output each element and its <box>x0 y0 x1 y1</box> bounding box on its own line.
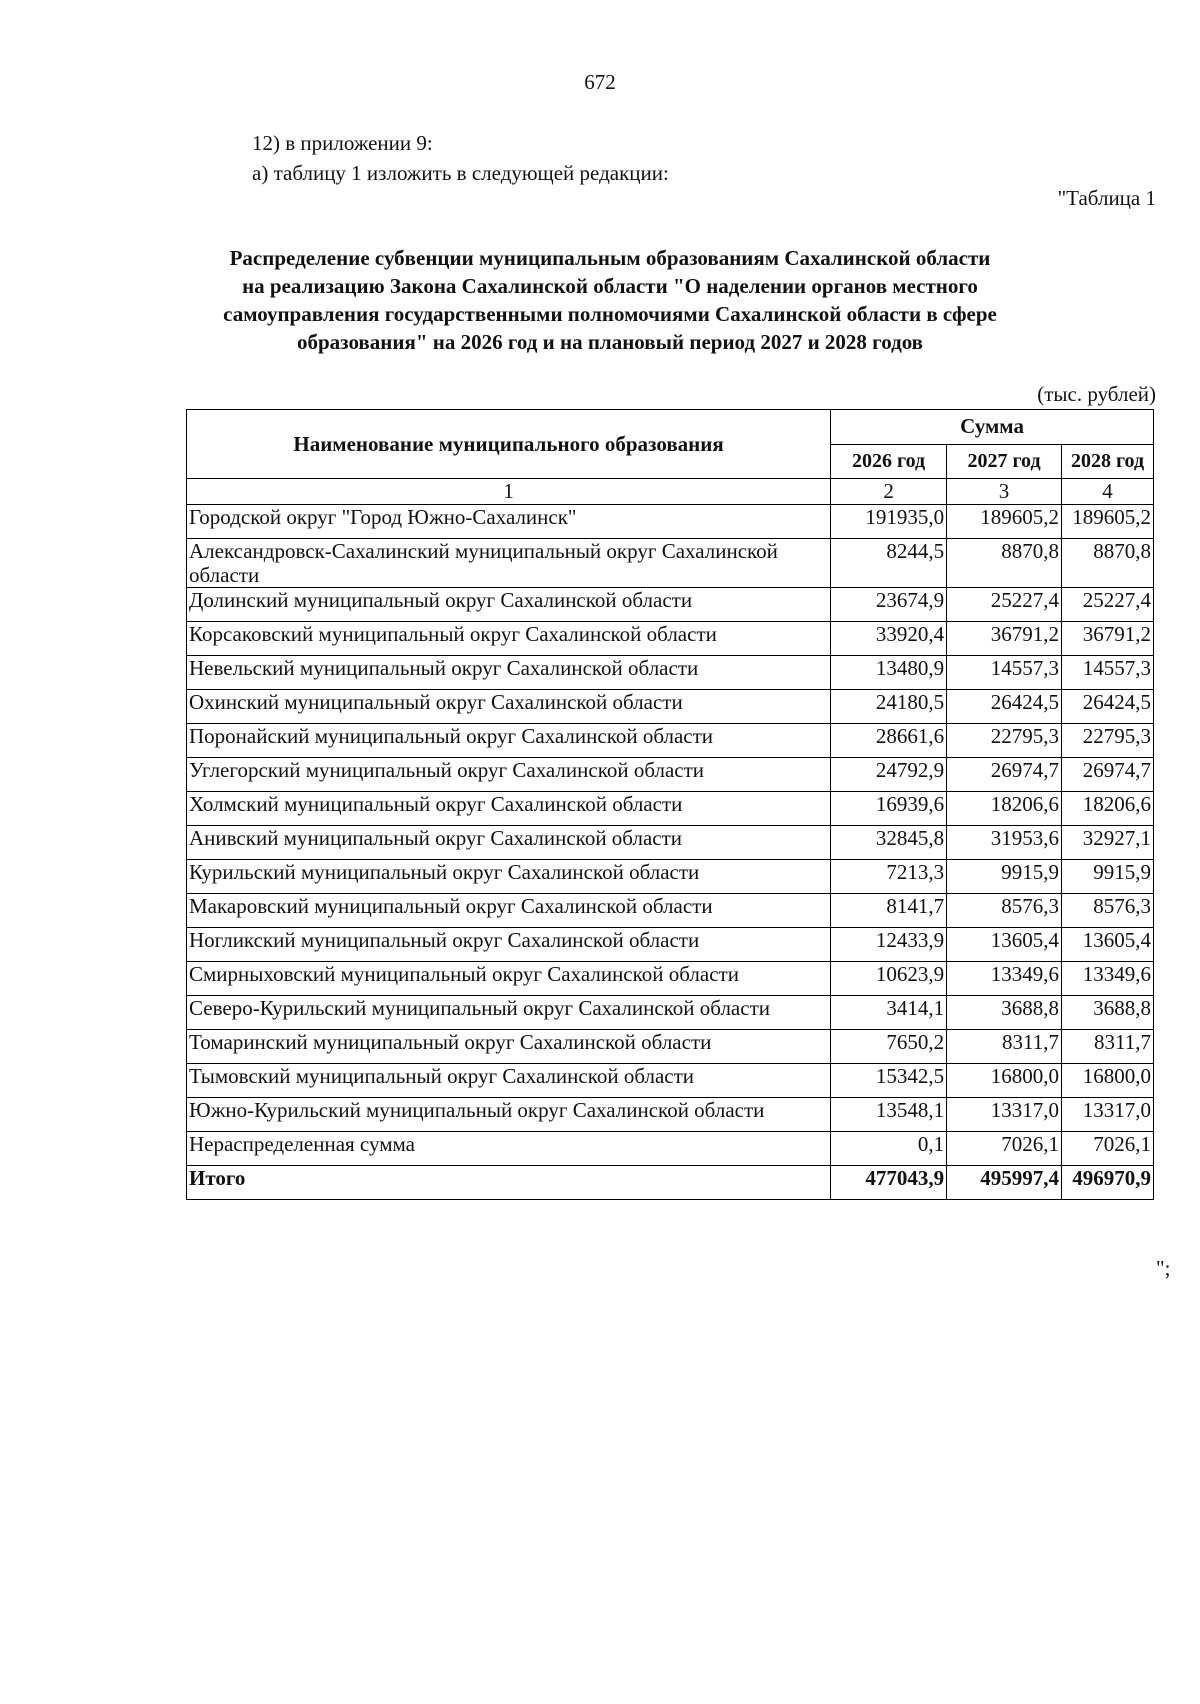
total-row <box>187 1166 1154 1200</box>
table-row <box>187 690 1154 724</box>
value-2028: 9915,9 <box>1062 860 1154 894</box>
value-2026: 15342,5 <box>831 1064 947 1098</box>
table-row <box>187 724 1154 758</box>
table-row <box>187 656 1154 690</box>
table-row <box>187 826 1154 860</box>
value-2026: 3414,1 <box>831 996 947 1030</box>
municipality-name: Томаринский муниципальный округ Сахалинской области <box>187 1030 831 1064</box>
value-2026: 32845,8 <box>831 826 947 860</box>
value-2027: 7026,1 <box>947 1132 1062 1166</box>
municipality-name: Корсаковский муниципальный округ Сахалинской области <box>187 622 831 656</box>
header-name: Наименование муниципального образования <box>187 410 831 479</box>
municipality-name: Поронайский муниципальный округ Сахалинской области <box>187 724 831 758</box>
value-2027: 189605,2 <box>947 505 1062 539</box>
value-2028: 13605,4 <box>1062 928 1154 962</box>
municipality-name: Невельский муниципальный округ Сахалинской области <box>187 656 831 690</box>
value-2028: 8576,3 <box>1062 894 1154 928</box>
value-2027: 31953,6 <box>947 826 1062 860</box>
page-number: 672 <box>584 70 616 94</box>
table-row <box>187 894 1154 928</box>
municipality-name: Углегорский муниципальный округ Сахалинской области <box>187 758 831 792</box>
table-row <box>187 1064 1154 1098</box>
value-2028: 189605,2 <box>1062 505 1154 539</box>
municipality-name: Охинский муниципальный округ Сахалинской области <box>187 690 831 724</box>
municipality-name: Южно-Курильский муниципальный округ Сахалинской области <box>187 1098 831 1132</box>
value-2027: 13349,6 <box>947 962 1062 996</box>
heading-line-1: Распределение субвенции муниципальным образованиям Сахалинской области <box>229 246 991 270</box>
table-row <box>187 1098 1154 1132</box>
value-2026: 16939,6 <box>831 792 947 826</box>
header-year-2027: 2027 год <box>947 444 1062 479</box>
heading-line-3: самоуправления государственными полномочиями Сахалинской области в сфере <box>223 302 997 326</box>
table-row <box>187 539 1154 588</box>
value-2026: 0,1 <box>831 1132 947 1166</box>
value-2026: 28661,6 <box>831 724 947 758</box>
value-2028: 16800,0 <box>1062 1064 1154 1098</box>
municipality-name: Северо-Курильский муниципальный округ Сахалинской области <box>187 996 831 1030</box>
value-2026: 8141,7 <box>831 894 947 928</box>
table-row <box>187 860 1154 894</box>
value-2026: 191935,0 <box>831 505 947 539</box>
closing-quote: "; <box>1156 1256 1171 1280</box>
value-2026: 23674,9 <box>831 588 947 622</box>
table-row <box>187 505 1154 539</box>
column-index: 4 <box>1062 479 1154 505</box>
municipality-name: Александровск-Сахалинский муниципальный округ Сахалинской области <box>187 539 831 588</box>
value-2028: 18206,6 <box>1062 792 1154 826</box>
value-2027: 8311,7 <box>947 1030 1062 1064</box>
value-2028: 22795,3 <box>1062 724 1154 758</box>
value-2027: 14557,3 <box>947 656 1062 690</box>
value-2028: 25227,4 <box>1062 588 1154 622</box>
value-2026: 8244,5 <box>831 539 947 588</box>
value-2027: 8870,8 <box>947 539 1062 588</box>
value-2028: 8870,8 <box>1062 539 1154 588</box>
value-2026: 477043,9 <box>831 1166 947 1200</box>
value-2027: 22795,3 <box>947 724 1062 758</box>
municipality-name: Тымовский муниципальный округ Сахалинской области <box>187 1064 831 1098</box>
value-2027: 13317,0 <box>947 1098 1062 1132</box>
municipality-name: Курильский муниципальный округ Сахалинской области <box>187 860 831 894</box>
value-2027: 26424,5 <box>947 690 1062 724</box>
column-index: 3 <box>947 479 1062 505</box>
value-2027: 25227,4 <box>947 588 1062 622</box>
table-row <box>187 996 1154 1030</box>
header-year-2028: 2028 год <box>1062 444 1154 479</box>
value-2027: 26974,7 <box>947 758 1062 792</box>
intro-line-2: а) таблицу 1 изложить в следующей редакции: <box>252 161 669 185</box>
value-2027: 495997,4 <box>947 1166 1062 1200</box>
value-2028: 14557,3 <box>1062 656 1154 690</box>
value-2026: 13480,9 <box>831 656 947 690</box>
value-2026: 12433,9 <box>831 928 947 962</box>
value-2027: 18206,6 <box>947 792 1062 826</box>
value-2026: 24792,9 <box>831 758 947 792</box>
units-note: (тыс. рублей) <box>1037 382 1156 406</box>
value-2028: 3688,8 <box>1062 996 1154 1030</box>
value-2027: 9915,9 <box>947 860 1062 894</box>
header-sum: Сумма <box>831 410 1154 445</box>
value-2028: 32927,1 <box>1062 826 1154 860</box>
document-heading <box>200 244 1020 356</box>
table-row <box>187 588 1154 622</box>
header-year-2026: 2026 год <box>831 444 947 479</box>
table-row <box>187 758 1154 792</box>
value-2028: 8311,7 <box>1062 1030 1154 1064</box>
municipality-name: Нераспределенная сумма <box>187 1132 831 1166</box>
value-2026: 10623,9 <box>831 962 947 996</box>
value-2028: 26424,5 <box>1062 690 1154 724</box>
table-row <box>187 928 1154 962</box>
table-row <box>187 962 1154 996</box>
value-2028: 13317,0 <box>1062 1098 1154 1132</box>
column-index-row <box>187 479 1154 505</box>
municipality-name: Холмский муниципальный округ Сахалинской области <box>187 792 831 826</box>
value-2026: 7650,2 <box>831 1030 947 1064</box>
value-2028: 13349,6 <box>1062 962 1154 996</box>
municipality-name: Итого <box>187 1166 831 1200</box>
column-index: 1 <box>187 479 831 505</box>
value-2026: 33920,4 <box>831 622 947 656</box>
municipality-name: Смирныховский муниципальный округ Сахалинской области <box>187 962 831 996</box>
value-2027: 3688,8 <box>947 996 1062 1030</box>
heading-line-4: образования" на 2026 год и на плановый период 2027 и 2028 годов <box>296 330 924 354</box>
value-2026: 24180,5 <box>831 690 947 724</box>
value-2028: 36791,2 <box>1062 622 1154 656</box>
municipality-name: Ногликский муниципальный округ Сахалинской области <box>187 928 831 962</box>
heading-line-2: на реализацию Закона Сахалинской области "О наделении органов местного <box>242 274 978 298</box>
value-2026: 13548,1 <box>831 1098 947 1132</box>
table-row <box>187 1132 1154 1166</box>
value-2028: 7026,1 <box>1062 1132 1154 1166</box>
table-row <box>187 1030 1154 1064</box>
table-row <box>187 792 1154 826</box>
value-2027: 36791,2 <box>947 622 1062 656</box>
value-2027: 16800,0 <box>947 1064 1062 1098</box>
subvention-table <box>186 409 1154 1200</box>
value-2026: 7213,3 <box>831 860 947 894</box>
municipality-name: Макаровский муниципальный округ Сахалинской области <box>187 894 831 928</box>
municipality-name: Городской округ "Город Южно-Сахалинск" <box>187 505 831 539</box>
column-index: 2 <box>831 479 947 505</box>
value-2027: 13605,4 <box>947 928 1062 962</box>
value-2028: 496970,9 <box>1062 1166 1154 1200</box>
table-label: "Таблица 1 <box>1057 186 1156 210</box>
intro-line-1: 12) в приложении 9: <box>252 131 433 155</box>
value-2028: 26974,7 <box>1062 758 1154 792</box>
table-row <box>187 622 1154 656</box>
municipality-name: Анивский муниципальный округ Сахалинской области <box>187 826 831 860</box>
municipality-name: Долинский муниципальный округ Сахалинской области <box>187 588 831 622</box>
value-2027: 8576,3 <box>947 894 1062 928</box>
